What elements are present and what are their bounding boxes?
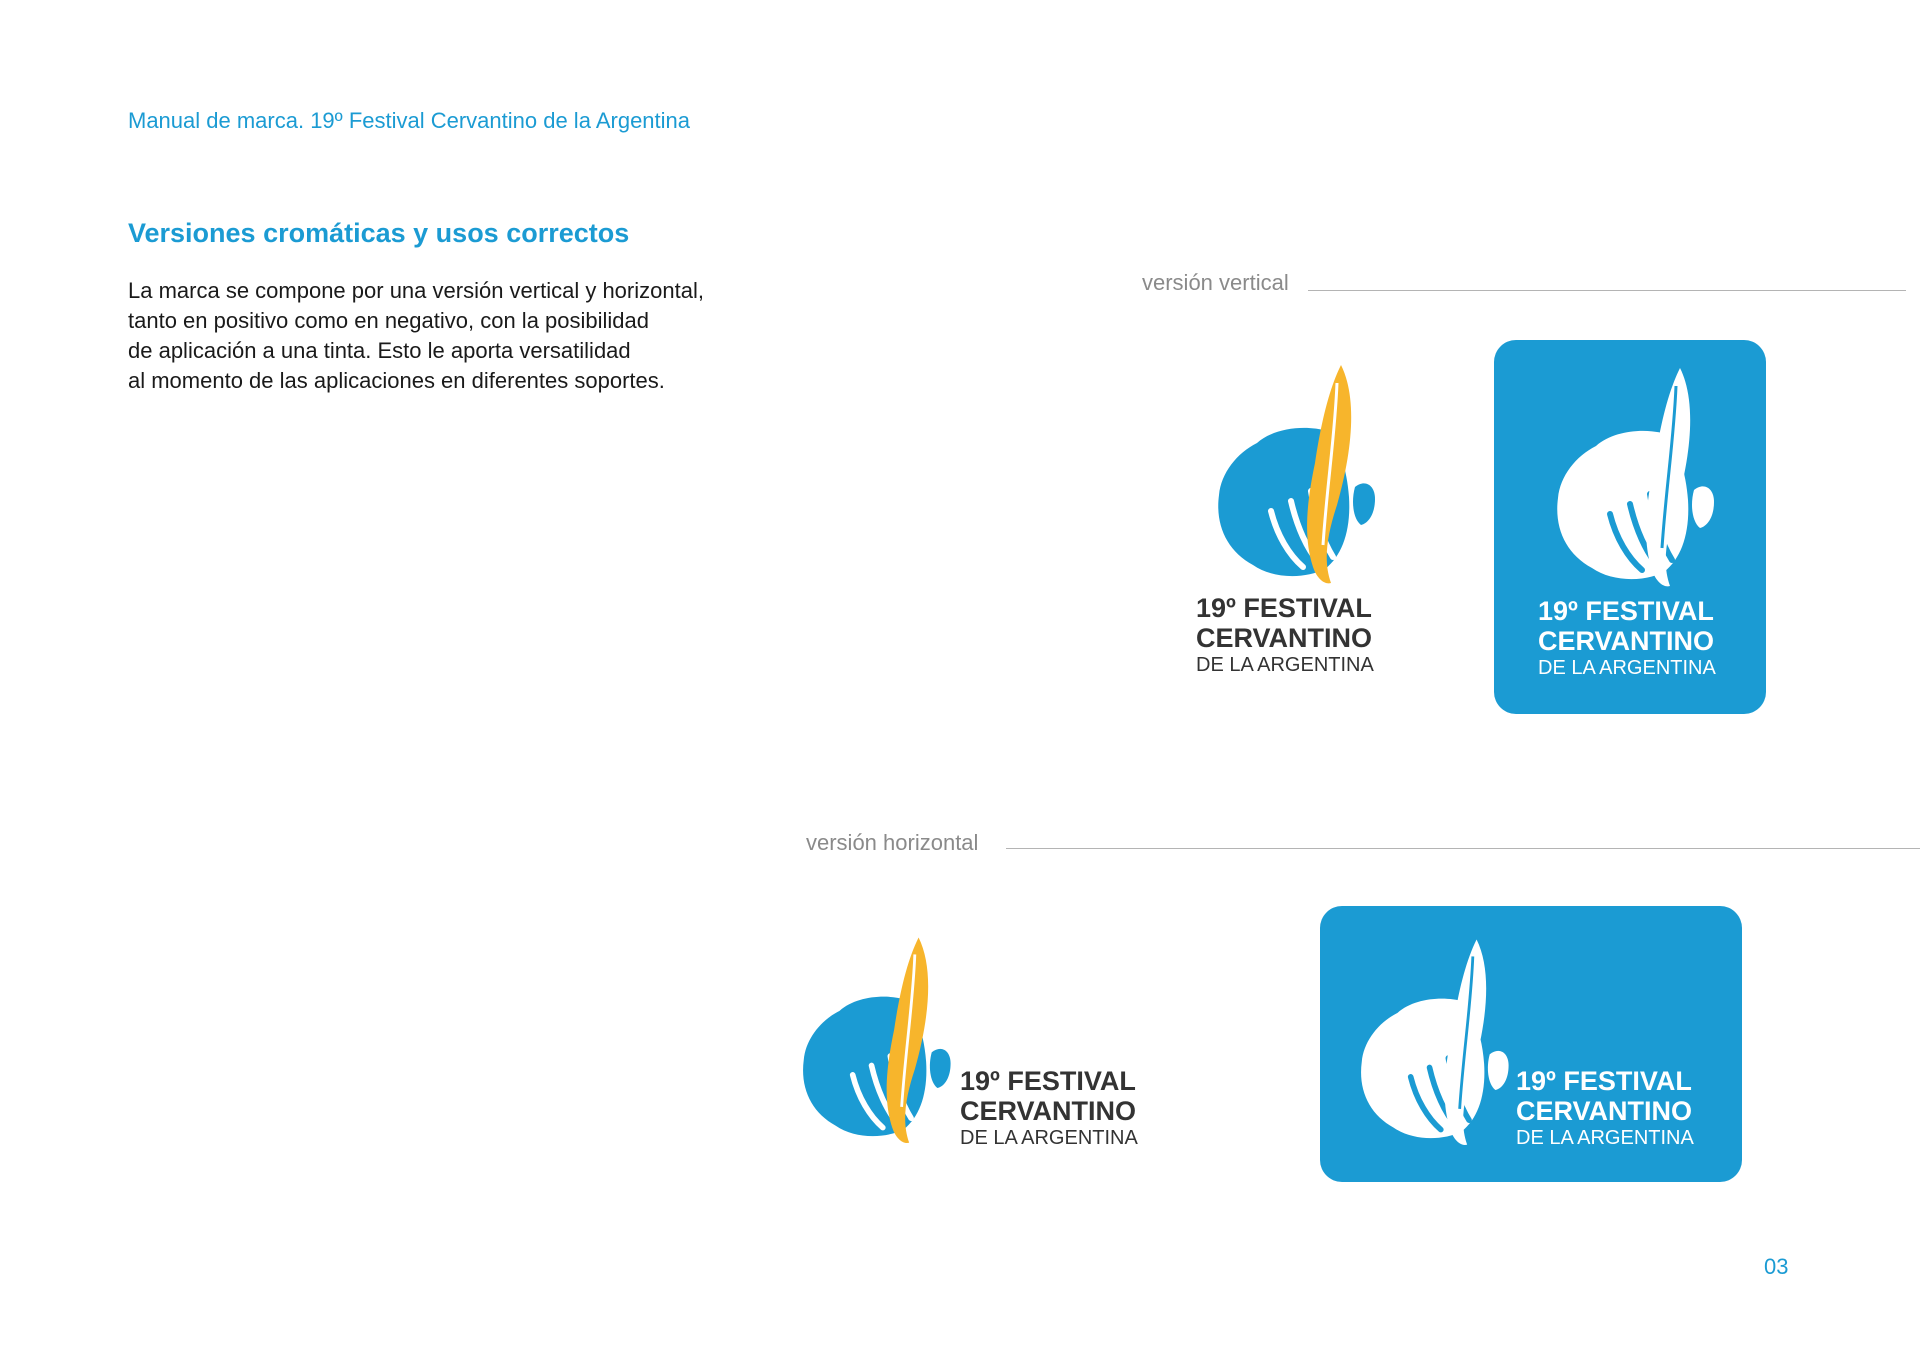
wordmark-line3: DE LA ARGENTINA <box>1516 1127 1694 1149</box>
wordmark-line3: DE LA ARGENTINA <box>1196 654 1374 676</box>
hand-quill-icon <box>1215 365 1385 585</box>
vertical-divider <box>1308 290 1906 291</box>
wordmark-line2: CERVANTINO <box>1538 626 1715 656</box>
wordmark <box>960 1066 1138 1150</box>
wordmark-line1: 19º FESTIVAL <box>960 1066 1136 1096</box>
intro-line: de aplicación a una tinta. Esto le aporta versatilidad <box>128 338 631 363</box>
page-number: 03 <box>1764 1254 1789 1279</box>
logo-vertical-positive <box>1190 365 1410 685</box>
intro-line: La marca se compone por una versión vertical y horizontal, <box>128 278 704 303</box>
wordmark-line2: CERVANTINO <box>960 1096 1137 1126</box>
wordmark-line1: 19º FESTIVAL <box>1516 1066 1692 1096</box>
section-title: Versiones cromáticas y usos correctos <box>128 218 630 248</box>
hand-quill-icon <box>800 936 960 1146</box>
intro-line: al momento de las aplicaciones en diferentes soportes. <box>128 368 665 393</box>
wordmark <box>1538 596 1716 680</box>
vertical-version-label: versión vertical <box>1142 270 1289 295</box>
logo-vertical-negative <box>1530 368 1750 688</box>
logo-horizontal-positive <box>800 936 1160 1156</box>
horizontal-divider <box>1006 848 1920 849</box>
hand-quill-icon <box>1358 938 1518 1148</box>
horizontal-version-label: versión horizontal <box>806 830 979 855</box>
running-header: Manual de marca. 19º Festival Cervantino de la Argentina <box>128 108 691 133</box>
hand-quill-icon <box>1554 368 1724 588</box>
wordmark-line3: DE LA ARGENTINA <box>1538 657 1716 679</box>
wordmark-line3: DE LA ARGENTINA <box>960 1127 1138 1149</box>
logo-horizontal-negative <box>1358 938 1718 1158</box>
wordmark-line1: 19º FESTIVAL <box>1196 593 1372 623</box>
intro-line: tanto en positivo como en negativo, con la posibilidad <box>128 308 650 333</box>
intro-paragraph <box>128 276 768 396</box>
wordmark-line2: CERVANTINO <box>1196 623 1373 653</box>
wordmark-line1: 19º FESTIVAL <box>1538 596 1714 626</box>
wordmark <box>1516 1066 1694 1150</box>
wordmark <box>1196 593 1374 677</box>
wordmark-line2: CERVANTINO <box>1516 1096 1693 1126</box>
